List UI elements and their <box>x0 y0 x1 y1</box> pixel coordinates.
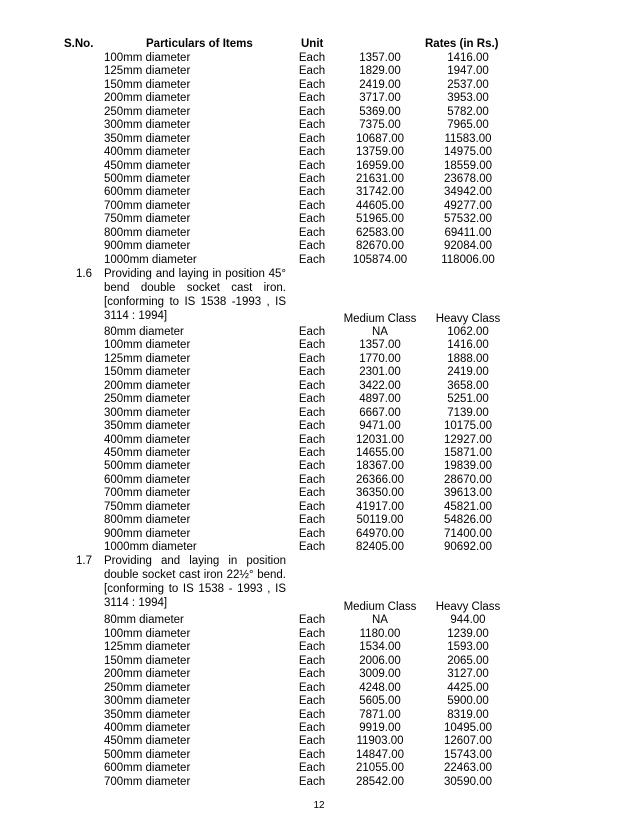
rate-medium: 2419.00 <box>359 78 401 91</box>
table-row <box>0 227 638 240</box>
item-name: 100mm diameter <box>104 339 191 352</box>
rate-medium: 41917.00 <box>356 500 404 513</box>
item-name: 350mm diameter <box>104 132 191 145</box>
item-name: 700mm diameter <box>104 487 191 500</box>
item-unit: Each <box>298 199 326 212</box>
rate-heavy: 944.00 <box>450 614 486 627</box>
item-name: 125mm diameter <box>104 65 191 78</box>
section-text-line: [conforming to IS 1538 -1993 , IS <box>104 296 286 308</box>
rate-medium: 14847.00 <box>356 748 404 761</box>
rate-heavy: 10495.00 <box>444 721 492 734</box>
item-unit: Each <box>298 132 326 145</box>
item-name: 750mm diameter <box>104 213 191 226</box>
item-unit: Each <box>298 78 326 91</box>
rate-medium: 62583.00 <box>356 226 404 239</box>
table-row <box>0 240 638 253</box>
medium-class-label: Medium Class <box>343 601 417 614</box>
table-row <box>0 119 638 132</box>
rate-medium: 1357.00 <box>359 52 401 64</box>
rate-medium: 14655.00 <box>356 446 404 459</box>
rate-medium: 4248.00 <box>359 681 401 694</box>
rate-medium: 31742.00 <box>356 186 404 199</box>
rate-heavy: 7965.00 <box>447 119 489 132</box>
item-unit: Each <box>298 487 326 500</box>
rate-medium: 1534.00 <box>359 641 401 654</box>
item-name: 150mm diameter <box>104 654 191 667</box>
item-unit: Each <box>298 762 326 775</box>
item-name: 100mm diameter <box>104 52 191 64</box>
rate-heavy: 28670.00 <box>444 473 492 486</box>
rate-medium: 5605.00 <box>359 695 401 708</box>
table-row <box>0 380 638 393</box>
item-unit: Each <box>298 614 326 627</box>
rate-medium: 2301.00 <box>359 366 401 379</box>
rate-heavy: 10175.00 <box>444 420 492 433</box>
rate-heavy: 90692.00 <box>444 541 492 553</box>
item-name: 1000mm diameter <box>104 253 197 266</box>
section-text <box>104 554 286 610</box>
rate-medium: 12031.00 <box>356 433 404 446</box>
item-unit: Each <box>298 253 326 266</box>
table-row <box>0 695 638 708</box>
item-name: 250mm diameter <box>104 681 191 694</box>
table-row <box>0 487 638 500</box>
item-name: 200mm diameter <box>104 92 191 105</box>
item-unit: Each <box>298 226 326 239</box>
rate-medium: 1829.00 <box>359 65 401 78</box>
item-unit: Each <box>298 352 326 365</box>
header-unit: Unit <box>301 38 324 50</box>
item-unit: Each <box>298 641 326 654</box>
rate-medium: 9919.00 <box>359 721 401 734</box>
section-text-line: bend double socket cast iron. <box>104 282 286 294</box>
table-row <box>0 722 638 735</box>
table-row <box>0 200 638 213</box>
item-name: 350mm diameter <box>104 708 191 721</box>
rate-heavy: 1888.00 <box>447 352 489 365</box>
rate-medium: 16959.00 <box>356 159 404 172</box>
rate-heavy: 22463.00 <box>444 762 492 775</box>
item-name: 80mm diameter <box>104 326 184 338</box>
item-name: 750mm diameter <box>104 500 191 513</box>
table-row <box>0 254 638 267</box>
rate-heavy: 45821.00 <box>444 500 492 513</box>
rate-heavy: 1239.00 <box>447 627 489 640</box>
item-name: 600mm diameter <box>104 762 191 775</box>
rate-heavy: 54826.00 <box>444 514 492 527</box>
rate-heavy: 14975.00 <box>444 146 492 159</box>
item-unit: Each <box>298 681 326 694</box>
section-description <box>0 554 638 614</box>
rate-heavy: 2065.00 <box>447 654 489 667</box>
rate-heavy: 4425.00 <box>447 681 489 694</box>
table-row <box>0 106 638 119</box>
item-unit: Each <box>298 92 326 105</box>
rate-medium: 21631.00 <box>356 172 404 185</box>
item-unit: Each <box>298 406 326 419</box>
item-name: 150mm diameter <box>104 366 191 379</box>
item-name: 80mm diameter <box>104 614 184 627</box>
rate-heavy: 5900.00 <box>447 695 489 708</box>
item-unit: Each <box>298 186 326 199</box>
rate-heavy: 15871.00 <box>444 446 492 459</box>
rate-heavy: 5251.00 <box>447 393 489 406</box>
section-number: 1.7 <box>76 555 92 568</box>
rate-heavy: 39613.00 <box>444 487 492 500</box>
item-unit: Each <box>298 240 326 253</box>
item-unit: Each <box>298 105 326 118</box>
item-unit: Each <box>298 65 326 78</box>
table-row <box>0 709 638 722</box>
rate-medium: 28542.00 <box>356 775 404 788</box>
rate-heavy: 30590.00 <box>444 775 492 788</box>
rate-medium: 9471.00 <box>359 420 401 433</box>
item-unit: Each <box>298 420 326 433</box>
section-text-line: 3114 : 1994] <box>104 597 168 610</box>
table-row <box>0 420 638 433</box>
rate-medium: 51965.00 <box>356 213 404 226</box>
rate-medium: 105874.00 <box>352 253 408 266</box>
rate-heavy: 34942.00 <box>444 186 492 199</box>
item-name: 300mm diameter <box>104 695 191 708</box>
item-unit: Each <box>298 654 326 667</box>
rate-medium: 10687.00 <box>356 132 404 145</box>
item-unit: Each <box>298 473 326 486</box>
rate-heavy: 1947.00 <box>447 65 489 78</box>
section-text-line: 3114 : 1994] <box>104 310 168 322</box>
item-name: 900mm diameter <box>104 527 191 540</box>
rate-medium: 64970.00 <box>356 527 404 540</box>
item-name: 350mm diameter <box>104 420 191 433</box>
table-row <box>0 541 638 554</box>
item-name: 900mm diameter <box>104 240 191 253</box>
item-name: 300mm diameter <box>104 119 191 132</box>
rate-medium: NA <box>372 614 388 627</box>
rate-medium: 7375.00 <box>359 119 401 132</box>
table-row <box>0 501 638 514</box>
rate-medium: 50119.00 <box>356 514 404 527</box>
item-unit: Each <box>298 695 326 708</box>
rate-medium: 82670.00 <box>356 240 404 253</box>
item-name: 400mm diameter <box>104 146 191 159</box>
table-row <box>0 474 638 487</box>
rate-heavy: 23678.00 <box>444 172 492 185</box>
header-rates: Rates (in Rs.) <box>425 38 499 50</box>
item-name: 500mm diameter <box>104 172 191 185</box>
table-row <box>0 353 638 366</box>
table-row <box>0 655 638 668</box>
rate-medium: 44605.00 <box>356 199 404 212</box>
table-row <box>0 434 638 447</box>
rate-heavy: 3127.00 <box>447 668 489 681</box>
section-text <box>104 267 286 323</box>
rate-heavy: 15743.00 <box>444 748 492 761</box>
item-name: 600mm diameter <box>104 473 191 486</box>
medium-class-label: Medium Class <box>343 313 417 325</box>
rate-heavy: 3658.00 <box>447 379 489 392</box>
table-row <box>0 460 638 473</box>
rate-heavy: 49277.00 <box>444 199 492 212</box>
section-number: 1.6 <box>76 268 92 280</box>
rate-medium: 21055.00 <box>356 762 404 775</box>
item-name: 125mm diameter <box>104 641 191 654</box>
table-row <box>0 173 638 186</box>
table-row <box>0 628 638 641</box>
table-row <box>0 447 638 460</box>
item-unit: Each <box>298 708 326 721</box>
rate-medium: 26366.00 <box>356 473 404 486</box>
table-row <box>0 528 638 541</box>
item-name: 125mm diameter <box>104 352 191 365</box>
item-unit: Each <box>298 339 326 352</box>
item-unit: Each <box>298 52 326 64</box>
table-row <box>0 749 638 762</box>
rate-heavy: 69411.00 <box>444 226 492 239</box>
header-particulars: Particulars of Items <box>146 38 253 50</box>
item-name: 600mm diameter <box>104 186 191 199</box>
table-row <box>0 186 638 199</box>
rate-medium: 4897.00 <box>359 393 401 406</box>
rate-medium: 3717.00 <box>359 92 401 105</box>
rate-medium: NA <box>372 326 388 338</box>
table-row <box>0 65 638 78</box>
section-text-line: Providing and laying in position 45° <box>104 268 286 280</box>
section-text-line: Providing and laying in position <box>104 555 286 568</box>
rate-heavy: 18559.00 <box>444 159 492 172</box>
rate-medium: 6667.00 <box>359 406 401 419</box>
rate-heavy: 12607.00 <box>444 735 492 748</box>
item-unit: Each <box>298 735 326 748</box>
rate-heavy: 11583.00 <box>444 132 492 145</box>
item-name: 800mm diameter <box>104 514 191 527</box>
item-unit: Each <box>298 668 326 681</box>
item-unit: Each <box>298 433 326 446</box>
table-row <box>0 366 638 379</box>
item-name: 800mm diameter <box>104 226 191 239</box>
table-row <box>0 146 638 159</box>
rate-heavy: 71400.00 <box>444 527 492 540</box>
item-unit: Each <box>298 379 326 392</box>
rate-heavy: 12927.00 <box>444 433 492 446</box>
item-unit: Each <box>298 446 326 459</box>
item-unit: Each <box>298 627 326 640</box>
item-unit: Each <box>298 393 326 406</box>
item-unit: Each <box>298 514 326 527</box>
item-unit: Each <box>298 146 326 159</box>
section-text-line: [conforming to IS 1538 - 1993 , IS <box>104 583 286 596</box>
rate-table <box>0 52 638 789</box>
heavy-class-label: Heavy Class <box>435 601 501 614</box>
item-unit: Each <box>298 541 326 553</box>
section-description <box>0 267 638 326</box>
item-name: 450mm diameter <box>104 446 191 459</box>
item-unit: Each <box>298 172 326 185</box>
table-row <box>0 393 638 406</box>
rate-medium: 18367.00 <box>356 460 404 473</box>
table-row <box>0 735 638 748</box>
item-name: 400mm diameter <box>104 721 191 734</box>
item-unit: Each <box>298 775 326 788</box>
table-row <box>0 213 638 226</box>
item-name: 250mm diameter <box>104 105 191 118</box>
item-name: 400mm diameter <box>104 433 191 446</box>
table-row <box>0 160 638 173</box>
item-unit: Each <box>298 326 326 338</box>
item-name: 250mm diameter <box>104 393 191 406</box>
header-sno: S.No. <box>64 38 94 50</box>
item-unit: Each <box>298 366 326 379</box>
table-row <box>0 52 638 65</box>
item-name: 500mm diameter <box>104 748 191 761</box>
rate-heavy: 1062.00 <box>447 326 489 338</box>
section-text-line: double socket cast iron 22½° bend. <box>104 569 286 582</box>
table-row <box>0 339 638 352</box>
item-unit: Each <box>298 213 326 226</box>
rate-medium: 5369.00 <box>359 105 401 118</box>
rate-heavy: 92084.00 <box>444 240 492 253</box>
rate-heavy: 118006.00 <box>441 253 495 266</box>
rate-medium: 3009.00 <box>359 668 401 681</box>
rate-heavy: 2537.00 <box>447 78 489 91</box>
item-name: 200mm diameter <box>104 379 191 392</box>
table-row <box>0 641 638 654</box>
rate-medium: 2006.00 <box>359 654 401 667</box>
table-row <box>0 79 638 92</box>
heavy-class-label: Heavy Class <box>435 313 501 325</box>
table-row <box>0 614 638 627</box>
item-name: 150mm diameter <box>104 78 191 91</box>
item-unit: Each <box>298 460 326 473</box>
item-name: 450mm diameter <box>104 159 191 172</box>
rate-medium: 1180.00 <box>359 627 401 640</box>
rate-heavy: 1416.00 <box>447 52 489 64</box>
rate-heavy: 3953.00 <box>447 92 489 105</box>
rate-heavy: 5782.00 <box>447 105 489 118</box>
table-row <box>0 776 638 789</box>
item-name: 300mm diameter <box>104 406 191 419</box>
table-header <box>0 38 638 52</box>
rate-medium: 3422.00 <box>359 379 401 392</box>
item-unit: Each <box>298 159 326 172</box>
rate-medium: 13759.00 <box>356 146 404 159</box>
item-unit: Each <box>298 721 326 734</box>
table-row <box>0 682 638 695</box>
table-row <box>0 133 638 146</box>
item-name: 450mm diameter <box>104 735 191 748</box>
table-row <box>0 92 638 105</box>
rate-heavy: 8319.00 <box>447 708 489 721</box>
rate-heavy: 2419.00 <box>447 366 489 379</box>
rate-medium: 82405.00 <box>356 541 404 553</box>
item-unit: Each <box>298 119 326 132</box>
rate-medium: 36350.00 <box>356 487 404 500</box>
rate-medium: 7871.00 <box>359 708 401 721</box>
table-row <box>0 326 638 339</box>
rate-heavy: 19839.00 <box>444 460 492 473</box>
table-row <box>0 762 638 775</box>
rate-medium: 11903.00 <box>356 735 404 748</box>
item-name: 700mm diameter <box>104 775 191 788</box>
rate-medium: 1770.00 <box>359 352 401 365</box>
item-name: 100mm diameter <box>104 627 191 640</box>
item-name: 500mm diameter <box>104 460 191 473</box>
item-name: 200mm diameter <box>104 668 191 681</box>
rate-medium: 1357.00 <box>359 339 401 352</box>
rate-heavy: 57532.00 <box>444 213 492 226</box>
item-unit: Each <box>298 500 326 513</box>
table-row <box>0 668 638 681</box>
rate-heavy: 7139.00 <box>447 406 489 419</box>
rate-heavy: 1416.00 <box>447 339 489 352</box>
item-unit: Each <box>298 527 326 540</box>
item-unit: Each <box>298 748 326 761</box>
rate-heavy: 1593.00 <box>447 641 489 654</box>
table-row <box>0 407 638 420</box>
page-number: 12 <box>313 800 325 811</box>
item-name: 1000mm diameter <box>104 541 197 553</box>
table-row <box>0 514 638 527</box>
item-name: 700mm diameter <box>104 199 191 212</box>
